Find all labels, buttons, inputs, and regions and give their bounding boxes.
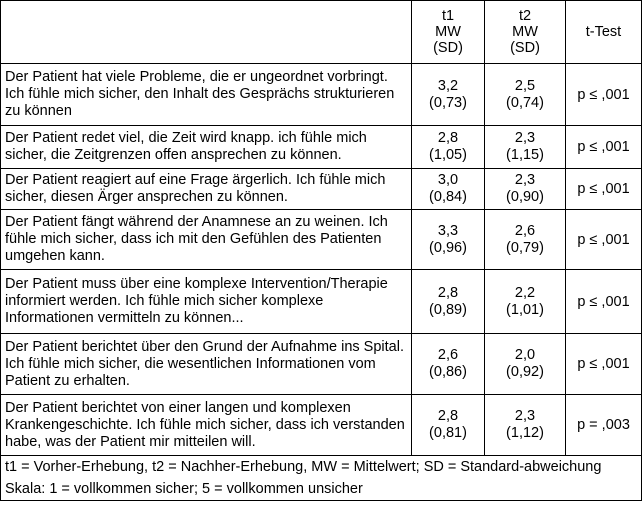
row-ttest: p ≤ ,001 — [566, 270, 642, 334]
t2-sd: (0,74) — [506, 94, 544, 111]
table-footnote — [1, 456, 642, 501]
t2-sd: (1,15) — [506, 147, 544, 163]
row-t1 — [412, 64, 485, 126]
table-row — [1, 270, 642, 334]
row-t1 — [412, 169, 485, 210]
t2-sd: (1,01) — [506, 301, 544, 318]
t2-sd: (0,79) — [506, 239, 544, 256]
row-ttest: p = ,003 — [566, 395, 642, 456]
header-t2-sd: (SD) — [510, 40, 540, 56]
row-t1 — [412, 270, 485, 334]
t1-mean: 2,8 — [437, 284, 459, 301]
row-t2 — [485, 210, 566, 270]
header-t2 — [485, 1, 566, 64]
header-t1-sd: (SD) — [433, 40, 463, 56]
t2-mean: 2,3 — [514, 172, 536, 188]
footnote-scale: Skala: 1 = vollkommen sicher; 5 = vollkommen unsicher — [5, 481, 363, 497]
row-ttest: p ≤ ,001 — [566, 64, 642, 126]
t1-mean: 3,2 — [437, 77, 459, 94]
row-description: Der Patient berichtet von einer langen und komplexen Krankengeschichte. Ich fühle mich sicher, dass ich verstanden habe, was der Patient mir mitteilen will. — [1, 395, 412, 456]
row-t1 — [412, 334, 485, 395]
table-row — [1, 64, 642, 126]
table-row — [1, 395, 642, 456]
t1-sd: (0,81) — [429, 425, 467, 441]
t2-sd: (0,90) — [506, 189, 544, 205]
header-t2-mw: MW — [512, 24, 538, 40]
t1-mean: 2,8 — [437, 408, 459, 424]
t2-sd: (0,92) — [506, 364, 544, 380]
t2-mean: 2,3 — [514, 130, 536, 146]
table-footer-row — [1, 456, 642, 501]
t2-mean: 2,2 — [514, 284, 536, 301]
table-row — [1, 210, 642, 270]
row-description: Der Patient muss über eine komplexe Intervention/Therapie informiert werden. Ich fühle mich sicher komplexe Informationen vermitteln zu können... — [1, 270, 412, 334]
header-t2-label: t2 — [518, 8, 532, 24]
row-ttest: p ≤ ,001 — [566, 334, 642, 395]
row-t1 — [412, 395, 485, 456]
table-row — [1, 126, 642, 169]
t1-sd: (0,84) — [429, 189, 467, 205]
t1-mean: 3,0 — [437, 172, 459, 188]
row-description: Der Patient berichtet über den Grund der Aufnahme ins Spital. Ich fühle mich sicher, die wesentlichen Informationen vom Patient zu erhalten. — [1, 334, 412, 395]
row-ttest: p ≤ ,001 — [566, 169, 642, 210]
t2-sd: (1,12) — [506, 425, 544, 441]
row-description: Der Patient reagiert auf eine Frage ärgerlich. Ich fühle mich sicher, diesen Ärger ansprechen zu können. — [1, 169, 412, 210]
row-description: Der Patient hat viele Probleme, die er ungeordnet vorbringt. Ich fühle mich sicher, den Inhalt des Gesprächs strukturieren zu können — [1, 64, 412, 126]
t1-sd: (0,86) — [429, 364, 467, 380]
row-t1 — [412, 210, 485, 270]
table-row — [1, 334, 642, 395]
footnote-legend: t1 = Vorher-Erhebung, t2 = Nachher-Erhebung, MW = Mittelwert; SD = Standard-abweichung — [5, 459, 602, 475]
row-t2 — [485, 334, 566, 395]
row-t2 — [485, 169, 566, 210]
t2-mean: 2,5 — [514, 77, 536, 94]
t2-mean: 2,6 — [514, 222, 536, 239]
t1-sd: (1,05) — [429, 147, 467, 163]
t1-sd: (0,96) — [429, 239, 467, 256]
row-ttest: p ≤ ,001 — [566, 210, 642, 270]
header-t1 — [412, 1, 485, 64]
row-t2 — [485, 64, 566, 126]
row-t2 — [485, 126, 566, 169]
t1-mean: 3,3 — [437, 222, 459, 239]
row-description: Der Patient fängt während der Anamnese an zu weinen. Ich fühle mich sicher, dass ich mit den Gefühlen des Patienten umgehen kann. — [1, 210, 412, 270]
header-ttest: t-Test — [566, 1, 642, 64]
t2-mean: 2,0 — [514, 347, 536, 363]
header-item — [1, 1, 412, 64]
t1-sd: (0,73) — [429, 94, 467, 111]
t2-mean: 2,3 — [514, 408, 536, 424]
header-t1-label: t1 — [441, 8, 455, 24]
header-row — [1, 1, 642, 64]
t1-mean: 2,6 — [437, 347, 459, 363]
header-t1-mw: MW — [435, 24, 461, 40]
row-t2 — [485, 395, 566, 456]
row-ttest: p ≤ ,001 — [566, 126, 642, 169]
table-row — [1, 169, 642, 210]
row-t1 — [412, 126, 485, 169]
t1-mean: 2,8 — [437, 130, 459, 146]
t1-sd: (0,89) — [429, 301, 467, 318]
row-description: Der Patient redet viel, die Zeit wird knapp. ich fühle mich sicher, die Zeitgrenzen offen ansprechen zu können. — [1, 126, 412, 169]
row-t2 — [485, 270, 566, 334]
